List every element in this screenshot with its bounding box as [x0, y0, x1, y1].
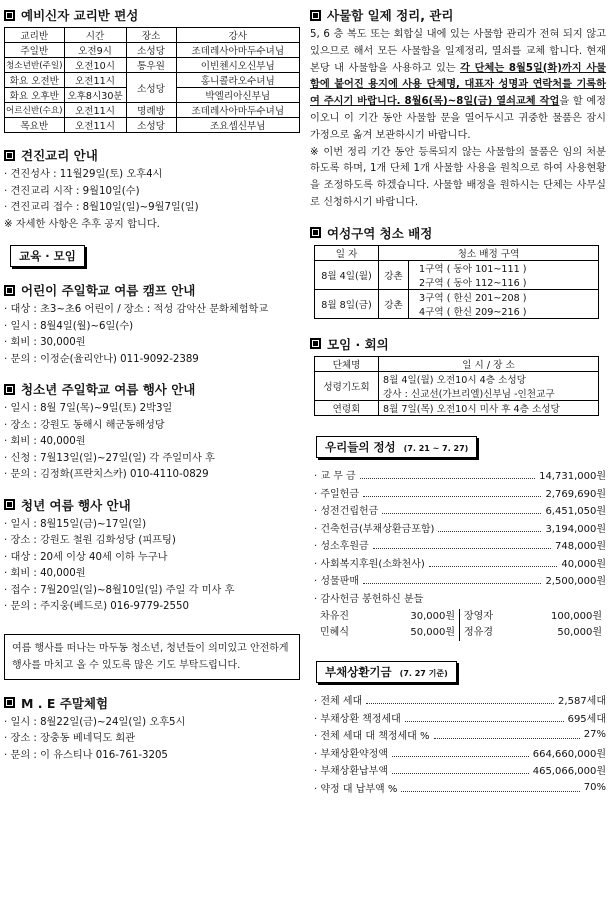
table-header: 일 자 — [315, 245, 379, 260]
table-row — [5, 118, 300, 133]
table-row — [5, 103, 300, 118]
donor-row: 차유진 30,000원 장영자 100,000원 — [320, 609, 606, 625]
table-cell: 화요 오전반 — [5, 73, 65, 88]
young-adult-title: 청년 여름 행사 안내 — [4, 496, 300, 514]
table-cell: 조요셉신부님 — [176, 118, 299, 133]
lockers-note: ※ 이번 정리 기간 동안 등록되지 않는 사물함의 물품은 임의 처분하도록 하며, 1개 단체 1개 사물함 사용을 원칙으로 하여 사용현황을 조정하도록 하겠습니다. 사물함 배정을 원하시는 단체는 사무실로 신청하시기 바랍니다. — [310, 146, 606, 208]
prayer-note-box: 여름 행사를 떠나는 마두동 청소년, 청년들이 의미있고 안전하게 행사를 마치고 올 수 있도록 많은 기도 부탁드립니다. — [4, 634, 300, 680]
table-header-row — [315, 356, 599, 371]
catechumen-table — [4, 27, 300, 133]
list-item: · 교 무 금 14,731,000원 — [314, 471, 606, 483]
cleaning-title: 여성구역 청소 배정 — [310, 224, 606, 242]
confirmation-title: 견진교리 안내 — [4, 146, 300, 164]
info-line: · 일시 : 8월 7일(목)~9일(토) 2박3일 — [4, 403, 173, 414]
lockers-title: 사물함 일제 정리, 관리 — [310, 6, 606, 24]
list-item: · 성전건립헌금 6,451,050원 — [314, 506, 606, 518]
list-item: · 부채상환납부액 465,066,000원 — [314, 766, 606, 778]
list-item: · 건축헌금(부채상환금포함) 3,194,000원 — [314, 523, 606, 535]
square-bullet-icon — [4, 285, 15, 296]
table-cell: 강촌 — [379, 260, 409, 289]
table-cell: 3구역 ( 한신 201~208 ) — [409, 289, 599, 304]
list-item: · 전체 세대 대 책정세대 % 27% — [314, 729, 606, 743]
list-item: · 사회복지후원(소화천사) 40,000원 — [314, 558, 606, 570]
table-row — [5, 43, 300, 58]
square-bullet-icon — [4, 499, 15, 510]
table-cell: 4구역 ( 한신 209~216 ) — [409, 304, 599, 319]
table-cell: 8월 7일(목) 오전10시 미사 후 4층 소성당 — [379, 400, 599, 415]
table-header: 단체명 — [315, 356, 379, 371]
table-cell: 청소년반(주일) — [5, 58, 65, 73]
table-cell: 오전10시 — [64, 58, 126, 73]
donor-row: 민혜식 50,000원 정유경 50,000원 — [320, 625, 606, 641]
table-cell: 소성당 — [126, 73, 176, 103]
donor-list — [310, 609, 606, 641]
table-header: 강사 — [176, 28, 299, 43]
lockers-emphasis: 각 단체는 8월5일(화)까지 사물함에 붙어진 용지에 사용 단체명, 대표자 성명과 연락처를 기록하여 주시기 바랍니다. 8월6(목)~8일(금) 열쇠교체 작업 — [310, 62, 606, 108]
info-line: · 신청 : 7월13일(일)~27일(일) 각 주일미사 후 — [4, 452, 215, 464]
list-item: · 성소후원금 748,000원 — [314, 541, 606, 553]
catechumen-title: 예비신자 교리반 편성 — [4, 6, 300, 24]
info-line: · 문의 : 이정순(율리안나) 011-9092-2389 — [4, 353, 199, 365]
table-row — [315, 260, 599, 275]
youth-event-title: 청소년 주일학교 여름 행사 안내 — [4, 380, 300, 398]
square-bullet-icon — [4, 150, 15, 161]
info-line: · 대상 : 20세 이상 40세 이하 누구나 — [4, 551, 168, 563]
info-line: · 일시 : 8월22일(금)~24일(일) 오후5시 — [4, 716, 186, 728]
table-cell: 오후8시30분 — [64, 88, 126, 103]
cleaning-table — [314, 245, 599, 319]
info-line: · 일시 : 8월15일(금)~17일(일) — [4, 518, 147, 530]
table-cell: 연령회 — [315, 400, 379, 415]
table-header: 장소 — [126, 28, 176, 43]
info-line: · 회비 : 40,000원 — [4, 568, 86, 579]
list-item: · 감사헌금 봉헌하신 분들 — [314, 593, 424, 605]
info-line: · 일시 : 8월4일(월)~6일(수) — [4, 320, 134, 332]
left-column — [4, 0, 300, 764]
table-cell: 목요반 — [5, 118, 65, 133]
debt-label: 부채상환기금 (7. 27 기준) — [316, 661, 606, 683]
table-header-row — [5, 28, 300, 43]
info-line: · 견진교리 접수 : 8월10일(일)~9월7일(일) — [4, 202, 199, 213]
table-cell: 조데레사아마두수녀님 — [176, 43, 299, 58]
square-bullet-icon — [310, 338, 321, 349]
list-item: · 주일헌금 2,769,690원 — [314, 488, 606, 500]
info-line: · 문의 : 주지웅(베드로) 016-9779-2550 — [4, 601, 189, 612]
square-bullet-icon — [4, 10, 15, 21]
square-bullet-icon — [4, 697, 15, 708]
table-row — [315, 400, 599, 415]
list-item: · 부채상환 책정세대 695세대 — [314, 713, 606, 725]
list-item: · 부채상환약정액 664,660,000원 — [314, 748, 606, 760]
lockers-paragraph: 5, 6 층 복도 또는 회합실 내에 있는 사물함 관리가 전혀 되지 않고 있으므로 해서 모든 사물함을 일제정리, 열쇠를 교체 합니다. 현재 본당 내 사물함을 사용하고 있는 각 단체는 8월5일(화)까지 사물함에 붙어진 용지에 사용 단체명, 대표자 성명과 연락처를 기록하여 주시기 바랍니다. 8월6(목)~8일(금) 열쇠교체 작업을 할 예정이오니 이 기간 동안 사물함 문을 열어두시고 귀중한 물품은 잠시 가정으로 옮겨 보관하시기 바랍니다. — [310, 29, 607, 141]
table-cell: 어르신반(수요) — [5, 103, 65, 118]
table-cell: 주일반 — [5, 43, 65, 58]
table-cell: 1구역 ( 동아 101~111 ) — [409, 260, 599, 275]
table-cell: 명례방 — [126, 103, 176, 118]
table-row — [5, 73, 300, 88]
table-cell: 화요 오후반 — [5, 88, 65, 103]
offerings-list — [310, 466, 606, 606]
table-cell: 소성당 — [126, 43, 176, 58]
info-line: · 회비 : 40,000원 — [4, 436, 86, 447]
table-header: 교리반 — [5, 28, 65, 43]
table-cell: 8월 4일(월) 오전10시 4층 소성당 — [379, 371, 599, 386]
table-cell: 2구역 ( 동아 112~116 ) — [409, 275, 599, 290]
square-bullet-icon — [310, 227, 321, 238]
table-cell: 8월 4일(월) — [315, 260, 379, 289]
table-cell: 강촌 — [379, 289, 409, 318]
list-item: · 약정 대 납부액 % 70% — [314, 781, 606, 795]
info-line: · 문의 : 김정화(프란치스카) 010-4110-0829 — [4, 469, 209, 480]
square-bullet-icon — [310, 10, 321, 21]
right-column — [310, 0, 606, 796]
square-bullet-icon — [4, 384, 15, 395]
edu-section-label: 교육 · 모임 — [10, 245, 300, 267]
info-line: ※ 자세한 사항은 추후 공지 합니다. — [4, 218, 160, 230]
debt-list — [310, 691, 606, 796]
info-line: · 대상 : 초3~초6 어린이 / 장소 : 적성 감악산 문화체험학교 — [4, 304, 269, 315]
table-cell: 이빈첸시오신부님 — [176, 58, 299, 73]
meetings-title: 모임 · 회의 — [310, 335, 606, 353]
info-line: · 장소 : 강원도 철원 김화성당 (피프팅) — [4, 535, 176, 546]
table-row — [315, 289, 599, 304]
me-title: M . E 주말체험 — [4, 694, 300, 712]
info-line: · 견진교리 시작 : 9월10일(수) — [4, 185, 140, 197]
table-cell: 8월 8일(금) — [315, 289, 379, 318]
table-header-row — [315, 245, 599, 260]
info-line: · 장소 : 강원도 동해시 해군동해성당 — [4, 419, 165, 431]
table-cell: 소성당 — [126, 118, 176, 133]
list-item: · 성물판매 2,500,000원 — [314, 576, 606, 588]
table-cell: 오전9시 — [64, 43, 126, 58]
table-cell: 성령기도회 — [315, 371, 379, 400]
table-row — [315, 371, 599, 386]
table-header: 일 시 / 장 소 — [379, 356, 599, 371]
offerings-label: 우리들의 정성 (7. 21 ~ 7. 27) — [316, 436, 606, 458]
info-line: · 견진성사 : 11월29일(토) 오후4시 — [4, 169, 163, 180]
table-cell: 오전11시 — [64, 103, 126, 118]
list-item: · 전체 세대 2,587세대 — [314, 696, 606, 708]
table-cell: 통우원 — [126, 58, 176, 73]
table-header: 시간 — [64, 28, 126, 43]
meetings-table — [314, 356, 599, 416]
table-cell: 오전11시 — [64, 118, 126, 133]
table-row — [5, 58, 300, 73]
table-cell: 강사 : 신교선(가브리엘)신부님 -인천교구 — [379, 386, 599, 401]
table-cell: 박엘리아신부님 — [176, 88, 299, 103]
kids-camp-title: 어린이 주일학교 여름 캠프 안내 — [4, 281, 300, 299]
table-cell: 홍니콜라오수녀님 — [176, 73, 299, 88]
table-header: 청소 배정 구역 — [379, 245, 599, 260]
info-line: · 장소 : 장충동 베네딕도 회관 — [4, 733, 136, 744]
table-cell: 조데레사아마두수녀님 — [176, 103, 299, 118]
info-line: · 회비 : 30,000원 — [4, 337, 86, 348]
table-cell: 오전11시 — [64, 73, 126, 88]
info-line: · 접수 : 7월20일(일)~8월10일(일) 주일 각 미사 후 — [4, 584, 235, 596]
info-line: · 문의 : 이 유스티나 016-761-3205 — [4, 749, 168, 761]
